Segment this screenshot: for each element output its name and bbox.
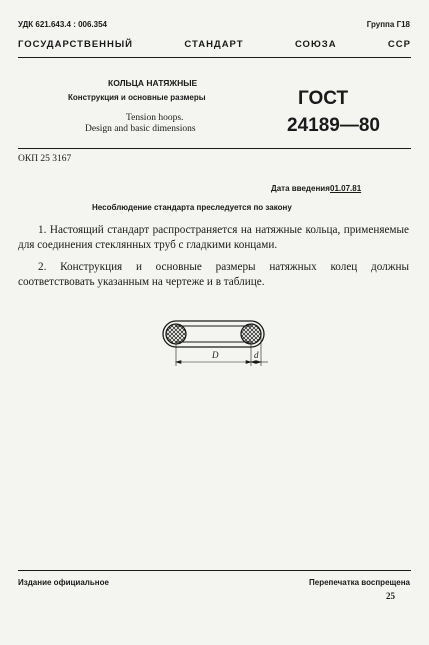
reprint-note: Перепечатка воспрещена xyxy=(309,578,410,587)
group-code: Группа Г18 xyxy=(366,20,410,29)
intro-date: 01.07.81 xyxy=(330,184,362,193)
udk-code: УДК 621.643.4 : 006.354 xyxy=(18,20,107,29)
state-word: ССР xyxy=(387,39,411,50)
state-word: ГОСУДАРСТВЕННЫЙ xyxy=(18,39,134,50)
dimension-D-label: D xyxy=(212,350,219,360)
paragraph-2: 2. Конструкция и основные размеры натяжных колец должны соответствовать указанным на чертеже и в таблице. xyxy=(18,261,409,288)
title-en: Tension hoops. xyxy=(126,113,184,123)
edition-note: Издание официальное xyxy=(18,578,109,587)
dimension-d-label: d xyxy=(254,350,259,360)
footer-rule xyxy=(18,570,411,571)
title-rule xyxy=(18,148,411,149)
subtitle-en: Design and basic dimensions xyxy=(85,124,196,134)
ring-drawing xyxy=(150,312,278,388)
state-word: СТАНДАРТ xyxy=(184,39,244,50)
page-number: 25 xyxy=(386,591,395,601)
state-standard-line xyxy=(18,39,411,50)
gost-number: 24189—80 xyxy=(287,115,380,136)
legal-notice: Несоблюдение стандарта преследуется по закону xyxy=(92,203,292,212)
ring-section-right xyxy=(241,324,261,344)
intro-label: Дата введения xyxy=(271,184,330,193)
title-ru: КОЛЬЦА НАТЯЖНЫЕ xyxy=(108,78,198,88)
subtitle-ru: Конструкция и основные размеры xyxy=(68,93,206,102)
state-word: СОЮЗА xyxy=(294,39,337,50)
ring-section-left xyxy=(166,324,186,344)
gost-label: ГОСТ xyxy=(298,88,349,109)
okp-code: ОКП 25 3167 xyxy=(18,154,72,164)
header-rule xyxy=(18,57,411,58)
paragraph-1: 1. Настоящий стандарт распространяется на натяжные кольца, применяемые для соединения стеклянных труб с гладкими концами. xyxy=(18,224,409,251)
